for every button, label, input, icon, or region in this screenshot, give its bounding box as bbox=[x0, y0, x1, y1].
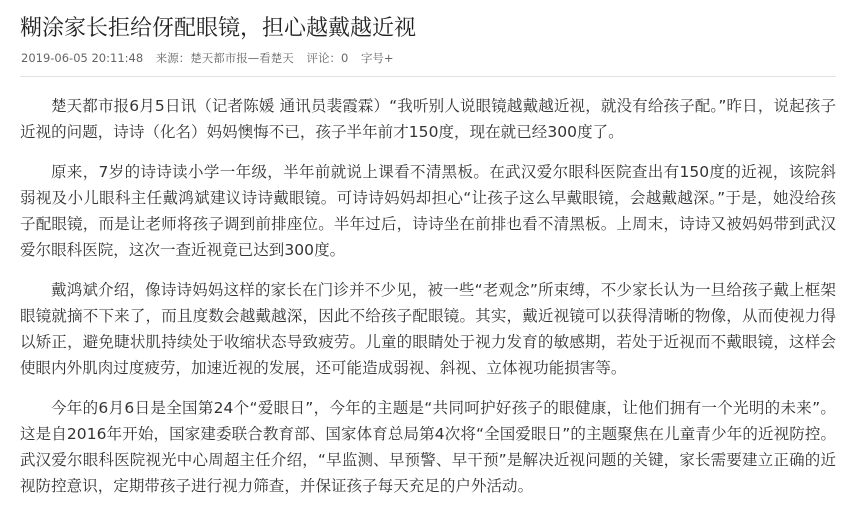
article-title: 糊涂家长拒给伢配眼镜，担心越戴越近视 bbox=[20, 16, 417, 41]
paragraph-2: 原来，7岁的诗诗读小学一年级，半年前就说上课看不清黑板。在武汉爱尔眼科医院查出有150度的近视，该院斜弱视及小儿眼科主任戴鸿斌建议诗诗戴眼镜。可诗诗妈妈却担心“让孩子这么早戴眼镜，会越戴越深。”于是，她没给孩子配眼镜，而是让老师将孩子调到前排座位。半年过后，诗诗坐在前排也看不清黑板。上周末，诗诗又被妈妈带到武汉爱尔眼科医院，这次一查近视竟已达到300度。 bbox=[20, 163, 836, 259]
article-body bbox=[20, 93, 836, 513]
paragraph-3: 戴鸿斌介绍，像诗诗妈妈这样的家长在门诊并不少见，被一些“老观念”所束缚，不少家长认为一旦给孩子戴上框架眼镜就摘不下来了，而且度数会越戴越深，因此不给孩子配眼镜。其实，戴近视镜可以获得清晰的物像，从而使视力得以矫正，避免睫状肌持续处于收缩状态导致疲劳。儿童的眼睛处于视力发育的敏感期，若处于近视而不戴眼镜，这样会使眼内外肌肉过度疲劳，加速近视的发展，还可能造成弱视、斜视、立体视功能损害等。 bbox=[20, 281, 836, 377]
article-meta bbox=[21, 50, 403, 66]
comment-count: 评论：0 bbox=[306, 51, 349, 65]
paragraph-1: 楚天都市报6月5日讯（记者陈媛 通讯员裴霞霖）“我听别人说眼镜越戴越近视，就没有给孩子配。”昨日，说起孩子近视的问题，诗诗（化名）妈妈懊悔不已，孩子半年前才150度，现在就已经300度了。 bbox=[20, 97, 836, 141]
publish-datetime: 2019-06-05 20:11:48 bbox=[21, 51, 144, 65]
paragraph-4: 今年的6月6日是全国第24个“爱眼日”，今年的主题是“共同呵护好孩子的眼健康，让他们拥有一个光明的未来”。这是自2016年开始，国家建委联合教育部、国家体育总局第4次将“全国爱眼日”的主题聚焦在儿童青少年的近视防控。武汉爱尔眼科医院视光中心周超主任介绍，“早监测、早预警、早干预”是解决近视问题的关键，家长需要建立正确的近视防控意识，定期带孩子进行视力筛查，并保证孩子每天充足的户外活动。 bbox=[20, 399, 836, 495]
article-source: 来源：楚天都市报—看楚天 bbox=[155, 51, 294, 65]
title-divider bbox=[20, 76, 836, 77]
font-size-button[interactable]: 字号+ bbox=[360, 51, 394, 65]
